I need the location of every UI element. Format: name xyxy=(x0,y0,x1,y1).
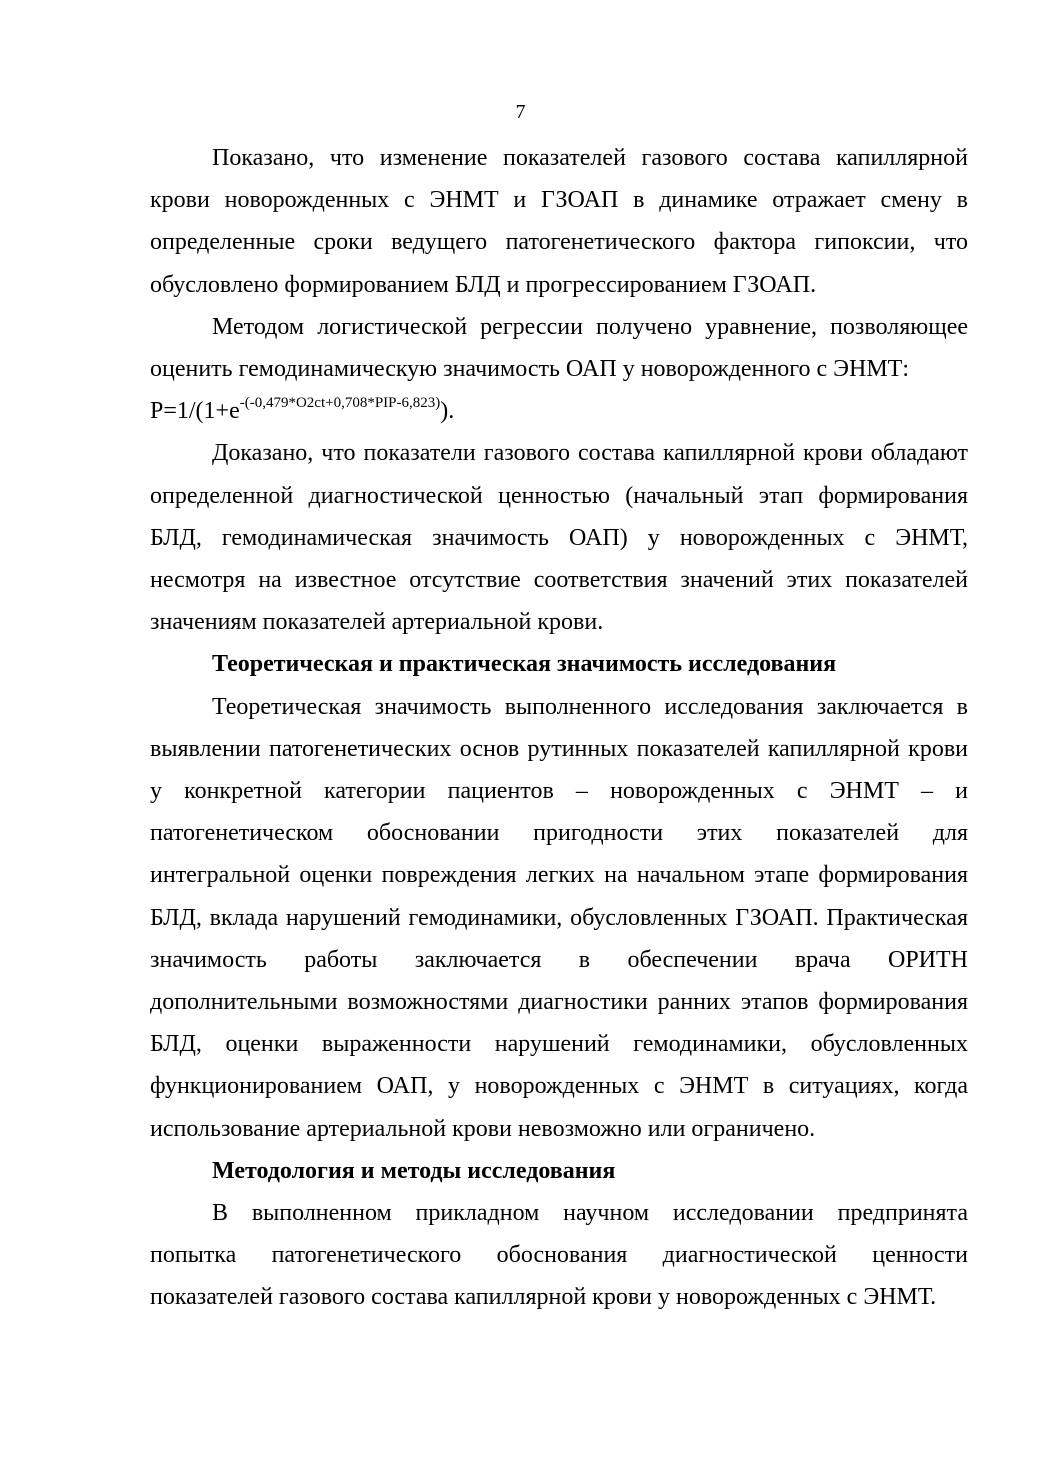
paragraph-logistic-regression: Методом логистической регрессии получено уравнение, позволяющее оценить гемодинамическую значимость ОАП у новорожденного с ЭНМТ: xyxy=(150,313,968,383)
heading-significance: Теоретическая и практическая значимость исследования xyxy=(212,651,837,678)
paragraph-methodology: В выполненном прикладном научном исследовании предпринята попытка патогенетического обоснования диагностической ценности показателей газового состава капиллярной крови у новорожденных с ЭНМТ. xyxy=(150,1200,968,1311)
page-number: 7 xyxy=(515,101,526,123)
paragraph-diagnostic-value: Доказано, что показатели газового состава капиллярной крови обладают определенной диагностической ценностью (начальный этап формирования БЛД, гемодинамическая значимость ОАП) у новорожденных с ЭНМТ, несмотря на известное отсутствие соответствия значений этих показателей значениям показателей артериальной крови. xyxy=(150,440,968,636)
paragraph-significance: Теоретическая значимость выполненного исследования заключается в выявлении патогенетических основ рутинных показателей капиллярной крови у конкретной категории пациентов – новорожденных с ЭНМТ – и патогенетическом обосновании пригодности этих показателей для интегральной оценки повреждения легких на начальном этапе формирования БЛД, вклада нарушений гемодинамики, обусловленных ГЗОАП. Практическая значимость работы заключается в обеспечении врача ОРИТН дополнительными возможностями диагностики ранних этапов формирования БЛД, оценки выраженности нарушений гемодинамики, обусловленных функционированием ОАП, у новорожденных с ЭНМТ в ситуациях, когда использование артериальной крови невозможно или ограничено. xyxy=(150,693,968,1142)
paragraph-blood-gas-dynamics: Показано, что изменение показателей газового состава капиллярной крови новорожденных с ЭНМТ и ГЗОАП в динамике отражает смену в определенные сроки ведущего патогенетического фактора гипоксии, что обусловлено формированием БЛД и прогрессированием ГЗОАП. xyxy=(150,145,968,298)
heading-methodology: Методология и методы исследования xyxy=(212,1157,616,1184)
formula-exponent: -(-0,479*O2ct+0,708*PIP-6,823) xyxy=(239,395,441,412)
formula-tail: ). xyxy=(440,398,455,425)
formula-base: P=1/(1+e xyxy=(150,398,240,425)
document-body xyxy=(150,137,968,1319)
regression-formula xyxy=(150,390,968,432)
